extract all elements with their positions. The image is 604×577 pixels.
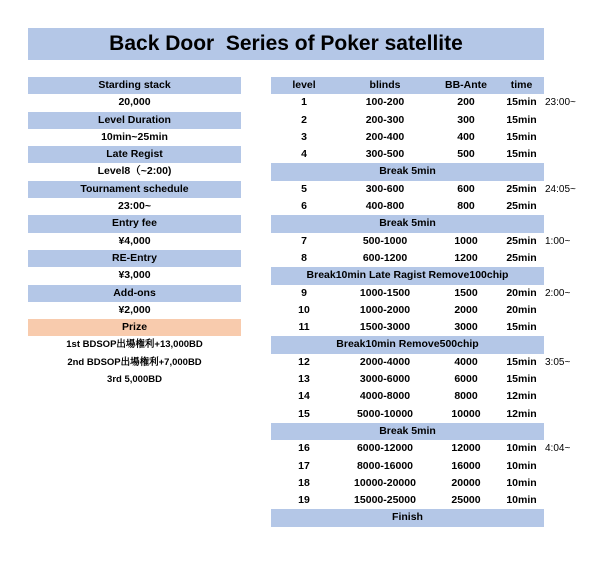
level-cell: 4: [301, 148, 307, 161]
bb-ante-cell: 1200: [454, 251, 478, 264]
table-row: [271, 233, 571, 250]
starting-stack-label: Starding stack: [28, 77, 241, 94]
table-row: [271, 406, 544, 423]
blinds-cell: 2000-4000: [359, 355, 411, 368]
header-blinds: blinds: [369, 79, 401, 91]
bb-ante-cell: 400: [457, 130, 475, 143]
level-cell: 16: [298, 442, 310, 455]
level-cell: 6: [301, 200, 307, 213]
blinds-cell: 500-1000: [362, 234, 408, 247]
blinds-cell: 8000-16000: [356, 459, 414, 472]
bb-ante-cell: 200: [457, 96, 475, 109]
level-duration-label: Level Duration: [28, 112, 241, 129]
bb-ante-cell: 16000: [451, 459, 481, 472]
blinds-cell: 3000-6000: [359, 373, 411, 386]
time-cell: 25min: [506, 200, 537, 213]
bb-ante-cell: 10000: [451, 407, 481, 420]
level-cell: 3: [301, 130, 307, 143]
break-row: Break 5min: [271, 215, 544, 232]
blinds-cell: 300-500: [365, 148, 405, 161]
blinds-cell: 15000-25000: [354, 494, 416, 507]
blinds-cell: 300-600: [365, 182, 405, 195]
level-cell: 11: [298, 321, 310, 334]
break-row: Break10min Late Ragist Remove100chip: [271, 267, 544, 284]
start-time-cell: 4:04~: [545, 443, 571, 455]
break-row: Break 5min: [271, 163, 544, 180]
time-cell: 20min: [506, 286, 537, 299]
level-cell: 15: [298, 407, 310, 420]
time-cell: 10min: [506, 494, 537, 507]
break-row: Break 5min: [271, 423, 544, 440]
blind-structure-table: [271, 77, 576, 527]
tournament-info-panel: [28, 77, 241, 388]
level-duration-value: 10min~25min: [101, 130, 168, 143]
level-cell: 14: [298, 390, 310, 403]
bb-ante-cell: 2000: [454, 303, 478, 316]
add-ons-value: ¥2,000: [118, 303, 151, 316]
level-cell: 17: [298, 459, 310, 472]
table-row: [271, 129, 544, 146]
finish-row: Finish: [271, 509, 544, 526]
bb-ante-cell: 800: [457, 200, 475, 213]
bb-ante-cell: 600: [457, 182, 475, 195]
level-cell: 19: [298, 494, 310, 507]
time-cell: 15min: [506, 321, 537, 334]
break-row: Break10min Remove500chip: [271, 336, 544, 353]
header-bb-ante: BB-Ante: [445, 79, 487, 91]
time-cell: 10min: [506, 476, 537, 489]
bb-ante-cell: 4000: [454, 355, 478, 368]
level-cell: 12: [298, 355, 310, 368]
table-row: [271, 285, 571, 302]
late-regist-value: Level8（~2:00): [97, 165, 172, 178]
prize-label: Prize: [28, 319, 241, 336]
time-cell: 25min: [506, 182, 537, 195]
time-cell: 12min: [506, 390, 537, 403]
start-time-cell: 24:05~: [545, 183, 576, 195]
table-row: [271, 458, 544, 475]
table-row: [271, 354, 571, 371]
level-cell: 8: [301, 251, 307, 264]
start-time-cell: 2:00~: [545, 287, 571, 299]
bb-ante-cell: 3000: [454, 321, 478, 334]
re-entry-value: ¥3,000: [118, 269, 151, 282]
prize-first: 1st BDSOP出場権利+13,000BD: [66, 339, 203, 351]
blinds-cell: 100-200: [365, 96, 405, 109]
bb-ante-cell: 8000: [454, 390, 478, 403]
time-cell: 10min: [506, 442, 537, 455]
bb-ante-cell: 1500: [454, 286, 478, 299]
header-time: time: [510, 79, 533, 91]
entry-fee-value: ¥4,000: [118, 234, 151, 247]
table-row: [271, 371, 544, 388]
blinds-cell: 400-800: [365, 200, 405, 213]
table-row: [271, 94, 576, 111]
bb-ante-cell: 20000: [451, 476, 481, 489]
start-time-cell: 3:05~: [545, 356, 571, 368]
time-cell: 15min: [506, 113, 537, 126]
header-level: level: [292, 79, 316, 91]
table-body: [271, 94, 576, 526]
time-cell: 10min: [506, 459, 537, 472]
blinds-cell: 10000-20000: [354, 476, 416, 489]
time-cell: 25min: [506, 251, 537, 264]
entry-fee-label: Entry fee: [28, 215, 241, 232]
re-entry-label: RE-Entry: [28, 250, 241, 267]
time-cell: 15min: [506, 130, 537, 143]
start-time-cell: 23:00~: [545, 97, 576, 109]
table-row: [271, 146, 544, 163]
add-ons-label: Add-ons: [28, 285, 241, 302]
bb-ante-cell: 25000: [451, 494, 481, 507]
table-row: [271, 302, 544, 319]
prize-third: 3rd 5,000BD: [107, 374, 162, 386]
time-cell: 15min: [506, 148, 537, 161]
table-row: [271, 250, 544, 267]
late-regist-label: Late Regist: [28, 146, 241, 163]
bb-ante-cell: 500: [457, 148, 475, 161]
level-cell: 7: [301, 234, 307, 247]
blinds-cell: 5000-10000: [356, 407, 414, 420]
level-cell: 13: [298, 373, 310, 386]
table-row: [271, 112, 544, 129]
blinds-cell: 1500-3000: [359, 321, 411, 334]
blinds-cell: 200-400: [365, 130, 405, 143]
table-header: [271, 77, 544, 94]
table-row: [271, 181, 576, 198]
blinds-cell: 6000-12000: [356, 442, 414, 455]
bb-ante-cell: 1000: [454, 234, 478, 247]
time-cell: 15min: [506, 355, 537, 368]
blinds-cell: 200-300: [365, 113, 405, 126]
time-cell: 12min: [506, 407, 537, 420]
level-cell: 5: [301, 182, 307, 195]
table-row: [271, 440, 571, 457]
tournament-schedule-value: 23:00~: [118, 200, 151, 213]
starting-stack-value: 20,000: [118, 96, 151, 109]
tournament-schedule-label: Tournament schedule: [28, 181, 241, 198]
level-cell: 1: [301, 96, 307, 109]
bb-ante-cell: 300: [457, 113, 475, 126]
table-row: [271, 198, 544, 215]
prize-second: 2nd BDSOP出場権利+7,000BD: [67, 356, 202, 368]
level-cell: 9: [301, 286, 307, 299]
table-row: [271, 319, 544, 336]
level-cell: 10: [298, 303, 310, 316]
page-title: Back Door Series of Poker satellite: [28, 28, 544, 60]
table-row: [271, 475, 544, 492]
time-cell: 20min: [506, 303, 537, 316]
table-row: [271, 388, 544, 405]
blinds-cell: 4000-8000: [359, 390, 411, 403]
time-cell: 15min: [506, 96, 537, 109]
bb-ante-cell: 6000: [454, 373, 478, 386]
blinds-cell: 600-1200: [362, 251, 408, 264]
level-cell: 2: [301, 113, 307, 126]
start-time-cell: 1:00~: [545, 235, 571, 247]
time-cell: 15min: [506, 373, 537, 386]
blinds-cell: 1000-1500: [359, 286, 411, 299]
table-row: [271, 492, 544, 509]
bb-ante-cell: 12000: [451, 442, 481, 455]
level-cell: 18: [298, 476, 310, 489]
time-cell: 25min: [506, 234, 537, 247]
blinds-cell: 1000-2000: [359, 303, 411, 316]
